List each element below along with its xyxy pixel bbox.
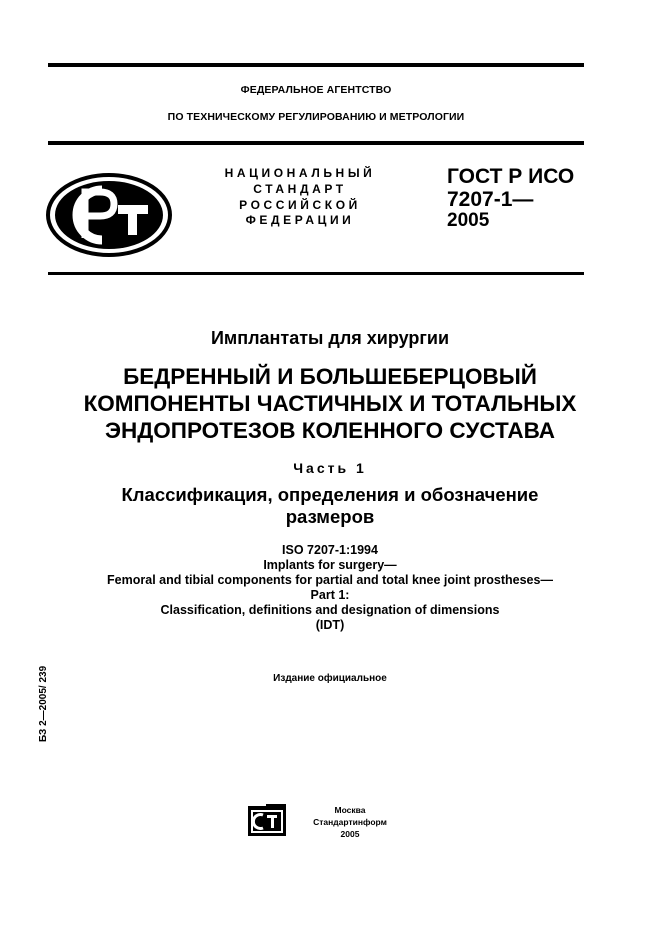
iso-line: Part 1: xyxy=(310,588,350,602)
title-line: ЭНДОПРОТЕЗОВ КОЛЕННОГО СУСТАВА xyxy=(105,418,555,443)
part-number: Часть 1 xyxy=(293,460,367,476)
top-rule xyxy=(48,63,584,67)
title-rule xyxy=(48,272,584,275)
edition-label: Издание официальное xyxy=(273,673,387,684)
national-standard-line: РОССИЙСКОЙ xyxy=(239,197,361,212)
iso-line: Classification, definitions and designation of dimensions xyxy=(160,603,500,617)
agency-line-1: ФЕДЕРАЛЬНОЕ АГЕНТСТВО xyxy=(240,84,392,96)
iso-line: (IDT) xyxy=(315,618,345,632)
header-rule xyxy=(48,141,584,145)
iso-reference-block xyxy=(30,543,630,633)
standartinform-logo-icon xyxy=(246,802,288,838)
publisher-city: Москва xyxy=(334,805,366,815)
iso-line: Femoral and tibial components for partial and total knee joint prostheses— xyxy=(107,573,553,587)
part-title xyxy=(30,484,630,528)
agency-line-2: ПО ТЕХНИЧЕСКОМУ РЕГУЛИРОВАНИЮ И МЕТРОЛОГИИ xyxy=(167,111,465,123)
standard-designation xyxy=(447,165,574,211)
designation-line-1: ГОСТ Р ИСО xyxy=(447,165,575,188)
document-subtitle: Имплантаты для хирургии xyxy=(210,328,450,348)
side-code: БЗ 2—2005/ 239 xyxy=(38,665,49,742)
national-standard-line: НАЦИОНАЛЬНЫЙ xyxy=(224,166,376,180)
iso-reference: ISO 7207-1:1994 xyxy=(282,543,378,557)
publisher-name: Стандартинформ xyxy=(313,817,387,827)
part-title-line: размеров xyxy=(285,506,375,527)
national-standard-label xyxy=(190,166,410,229)
part-title-line: Классификация, определения и обозначение xyxy=(121,484,539,505)
national-standard-line: ФЕДЕРАЦИИ xyxy=(245,213,355,228)
national-standard-line: СТАНДАРТ xyxy=(253,181,347,196)
rst-gost-emblem-icon xyxy=(44,172,174,258)
document-title xyxy=(30,363,630,444)
designation-line-2: 7207-1— xyxy=(447,188,534,211)
publisher-year: 2005 xyxy=(340,829,360,839)
designation-year: 2005 xyxy=(447,210,490,231)
iso-line: Implants for surgery— xyxy=(263,558,397,572)
publisher-info xyxy=(300,804,400,840)
title-line: БЕДРЕННЫЙ И БОЛЬШЕБЕРЦОВЫЙ xyxy=(123,364,537,389)
title-line: КОМПОНЕНТЫ ЧАСТИЧНЫХ И ТОТАЛЬНЫХ xyxy=(83,391,577,416)
